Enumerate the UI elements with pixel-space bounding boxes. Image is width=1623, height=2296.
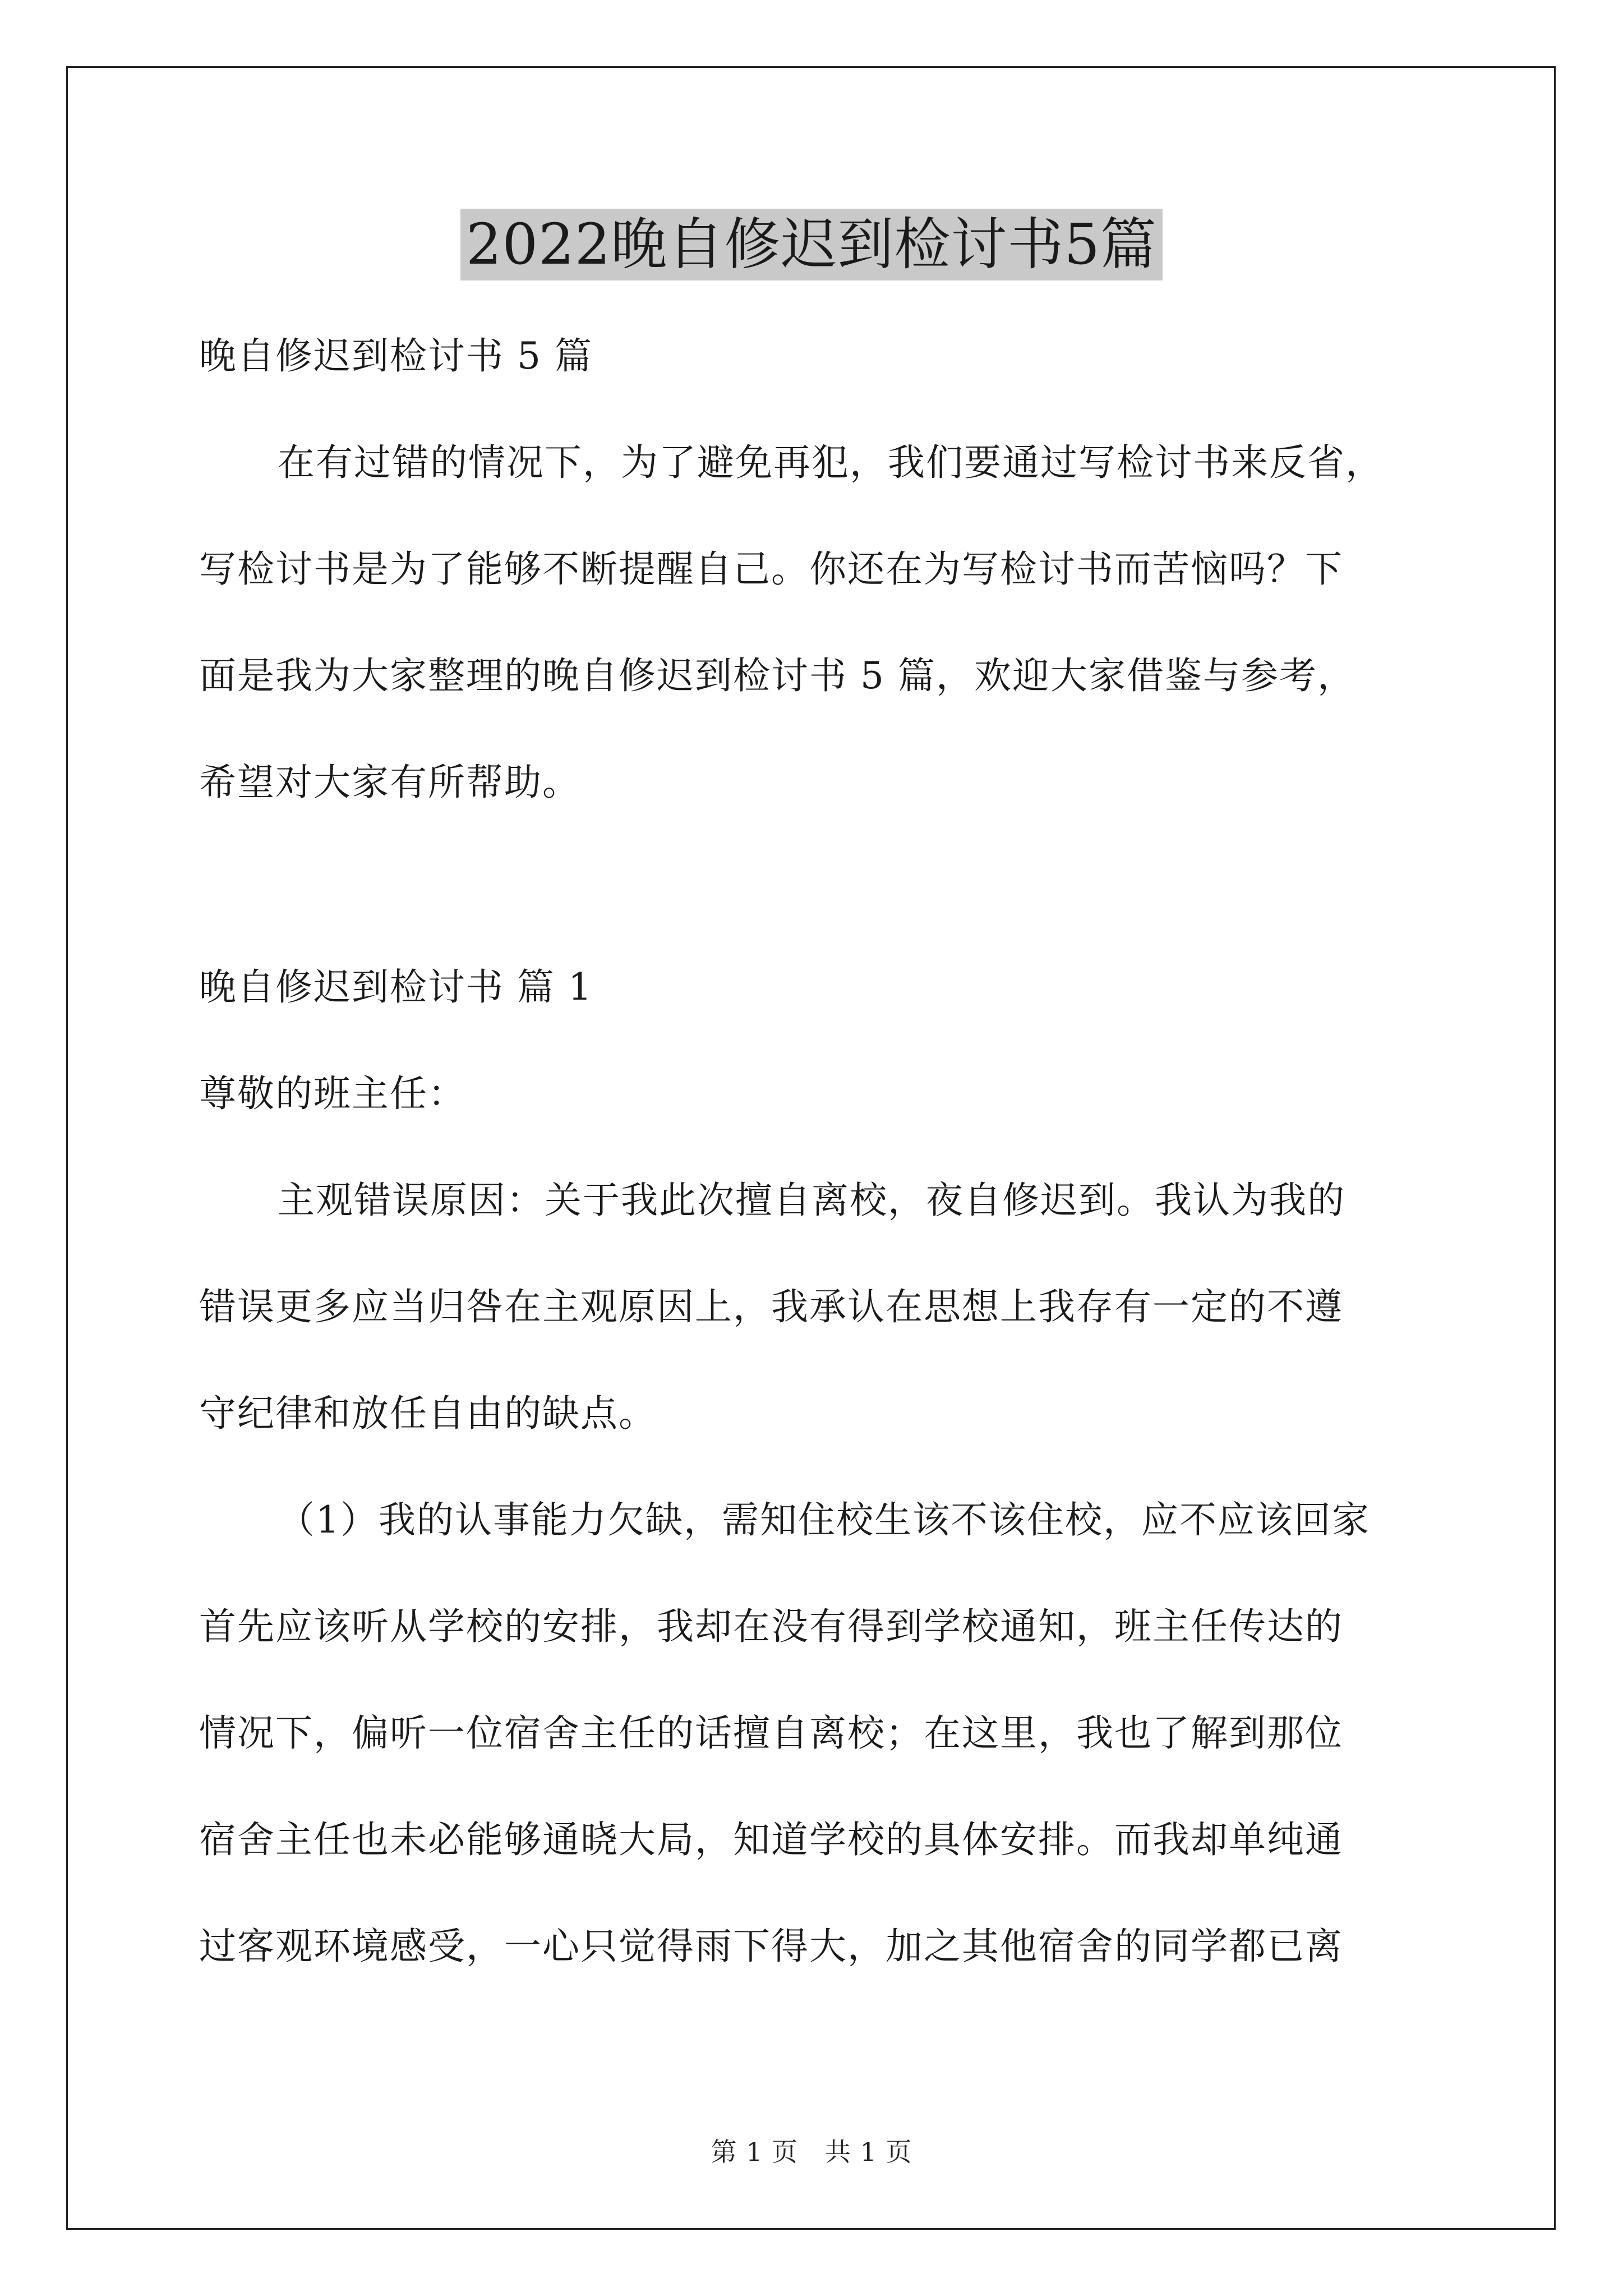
intro-line-3: 面是我为大家整理的晚自修迟到检讨书 5 篇，欢迎大家借鉴与参考， — [199, 654, 1355, 697]
body-line-8: 过客观环境感受，一心只觉得雨下得大，加之其他宿舍的同学都已离 — [199, 1925, 1343, 1968]
salutation: 尊敬的班主任： — [199, 1072, 466, 1115]
body-line-6: 情况下，偏听一位宿舍主任的话擅自离校；在这里，我也了解到那位 — [199, 1711, 1343, 1755]
document-body — [199, 303, 1430, 2000]
body-line-7: 宿舍主任也未必能够通晓大局，知道学校的具体安排。而我却单纯通 — [199, 1818, 1343, 1861]
body-line-3: 守纪律和放任自由的缺点。 — [199, 1392, 657, 1435]
page-total: 共 1 页 — [825, 2137, 912, 2167]
intro-line-4: 希望对大家有所帮助。 — [199, 761, 580, 804]
section-heading: 晚自修迟到检讨书 篇 1 — [199, 965, 593, 1009]
document-title: 2022晚自修迟到检讨书5篇 — [460, 209, 1163, 280]
intro-line-1: 在有过错的情况下，为了避免再犯，我们要通过写检讨书来反省， — [278, 441, 1384, 484]
body-line-4: （1）我的认事能力欠缺，需知住校生该不该住校，应不应该回家 — [278, 1498, 1370, 1542]
page-footer — [0, 2132, 1623, 2169]
page-number: 第 1 页 — [711, 2137, 798, 2167]
body-line-2: 错误更多应当归咎在主观原因上，我承认在思想上我存有一定的不遵 — [199, 1285, 1343, 1328]
body-line-1: 主观错误原因：关于我此次擅自离校，夜自修迟到。我认为我的 — [278, 1179, 1345, 1222]
intro-line-2: 写检讨书是为了能够不断提醒自己。你还在为写检讨书而苦恼吗？下 — [199, 547, 1343, 591]
section-gap — [199, 836, 1430, 934]
title-container — [0, 209, 1623, 280]
body-line-5: 首先应该听从学校的安排，我却在没有得到学校通知，班主任传达的 — [199, 1605, 1343, 1648]
subtitle-line: 晚自修迟到检讨书 5 篇 — [199, 334, 593, 378]
